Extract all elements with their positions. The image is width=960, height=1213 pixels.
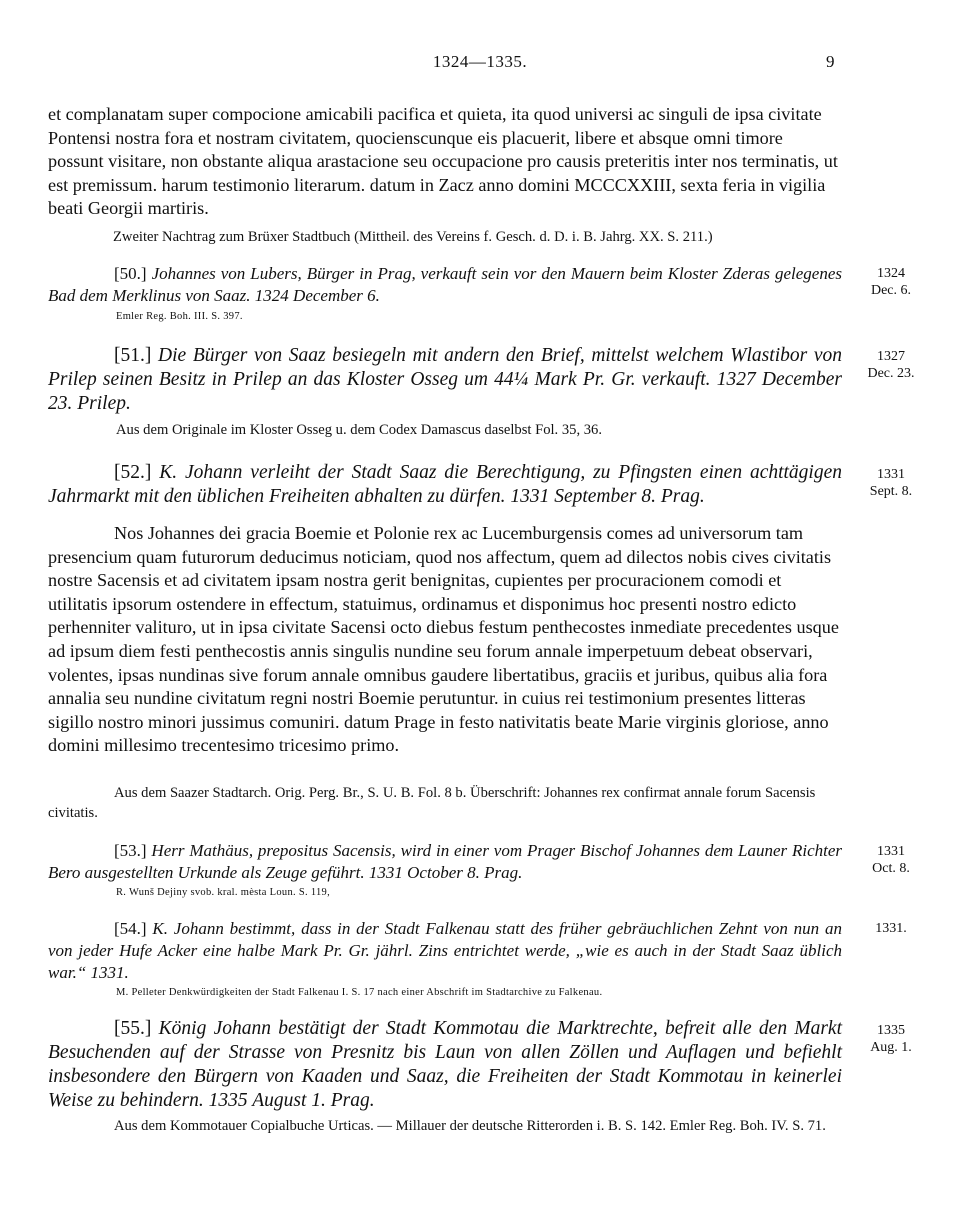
entry-52-source-block: [48, 783, 842, 823]
entry-52-body-block: [48, 522, 842, 758]
entry-55-number: [55.]: [114, 1018, 152, 1039]
entry-54-source: M. Pelleter Denkwürdigkeiten der Stadt Falkenau I. S. 17 nach einer Abschrift im Stadtarchive zu Falkenau.: [116, 987, 603, 998]
entry-51-year: 1327: [877, 349, 905, 364]
entry-50-date: Dec. 6.: [870, 283, 912, 298]
entry-50-title-text: Johannes von Lubers, Bürger in Prag, verkauft sein vor den Mauern beim Kloster Zderas gelegenes Bad dem Merklinus von Saaz. 1324 December 6.: [48, 264, 842, 305]
entry-54-margin-date: [856, 920, 926, 937]
running-header: 1324—1335.: [432, 52, 528, 71]
entry-53-source: R. Wunš Dejiny svob. kral. mèsta Loun. S. 119,: [116, 887, 331, 898]
entry-53-title: [48, 840, 842, 884]
entry-51-date: Dec. 23.: [867, 366, 915, 381]
entry-52-title-text: K. Johann verleiht der Stadt Saaz die Berechtigung, zu Pfingsten einen achttägigen Jahrmarkt mit den üblichen Freiheiten abhalten zu dürfen. 1331 September 8. Prag.: [48, 462, 843, 507]
page-number: 9: [826, 52, 835, 71]
entry-53: [48, 840, 842, 884]
entry-50-source: Emler Reg. Boh. III. S. 397.: [116, 311, 243, 322]
entry-51-source-block: [116, 420, 910, 440]
entry-51: [48, 344, 842, 416]
entry-55-title-text: König Johann bestätigt der Stadt Kommotau die Marktrechte, befreit alle den Markt Besuchenden auf der Strasse von Presnitz bis Laun von allen Zöllen und Auflagen und befiehlt insbesondere den Bürgern von Kaaden und Saaz, die Freiheiten der Stadt Kommotau in keinerlei Weise zu behindern. 1335 August 1. Prag.: [48, 1018, 842, 1111]
entry-55-year: 1335: [877, 1023, 905, 1038]
entry-52-year: 1331: [877, 467, 905, 482]
entry-53-year: 1331: [877, 844, 905, 859]
entry-51-title-text: Die Bürger von Saaz besiegeln mit andern den Brief, mittelst welchem Wlastibor von Prilep seinen Besitz in Prilep an das Kloster Osseg um 44¼ Mark Pr. Gr. verkauft. 1327 December 23. Prilep.: [48, 345, 842, 414]
entry-53-margin-date: [856, 843, 926, 877]
entry-52-title: [48, 461, 842, 509]
entry-55-date: Aug. 1.: [870, 1040, 912, 1055]
entry-54-title-text: K. Johann bestimmt, dass in der Stadt Falkenau statt des früher gebräuchlichen Zehnt von nun an von jeder Hufe Acker eine halbe Mark Pr. Gr. jährl. Zins entrichtet werde, „wie es auch in der Stadt Saaz üblich war.“ 1331.: [48, 919, 842, 982]
entry-50-margin-date: [856, 265, 926, 299]
entry-52-date: Sept. 8.: [869, 484, 913, 499]
entry-54-year: 1331.: [875, 921, 907, 936]
intro-text: et complanatam super compocione amicabili pacifica et quieta, ita quod universi ac singuli de ipsa civitate Pontensi nostra fora et nostram civitatem, quocienscunque eis placuerit, libere et absque omni timore possunt visitare, non obstante aliqua arastacione seu occupacione pro causis preteritis inter nos terminatis, ut est premissum. harum testimonio literarum. datum in Zacz anno domini MCCCXXIII, sexta feria in vigilia beati Georgii martiris.: [48, 104, 838, 219]
entry-51-number: [51.]: [114, 345, 152, 366]
entry-54-title: [48, 918, 842, 984]
entry-53-source-block: [116, 886, 910, 900]
intro-source: Zweiter Nachtrag zum Brüxer Stadtbuch (Mittheil. des Vereins f. Gesch. d. D. i. B. Jahrg. XX. S. 211.): [113, 229, 713, 245]
entry-52-body: Nos Johannes dei gracia Boemie et Polonie rex ac Lucemburgensis comes ad universorum tam presencium quam futurorum deducimus noticiam, quod nos affectum, quem ad dilectos nobis cives civitatis nostre Sacensis et ad civitatem ipsam nostra gerit benignitas, cupientes per procuracionem comodi et utilitatis ipsorum ostendere in effectum, statuimus, ordinamus et disponimus hoc presenti nostro edicto perhenniter valituro, ut in ipsa civitate Sacensi octo diebus festum penthecostes inmediate precedentes usque ad ipsum diem festi penthecostis annis singulis nundine seu forum annale imperpetuum debeat observari, volentes, ipsas nundinas sive forum annale omnibus gaudere libertatibus, graciis et juribus, quibus alia fora annalia seu nundine civitatum regni nostri Boemie perutuntur. in cuius rei testimonium presentes litteras sigillo nostro minori jussimus comuniri. datum Prage in festo nativitatis beate Marie virginis gloriose, anno domini millesimo trecentesimo tricesimo primo.: [48, 523, 839, 756]
entry-53-title-text: Herr Mathäus, prepositus Sacensis, wird in einer vom Prager Bischof Johannes dem Launer Richter Bero ausgestellten Urkunde als Zeuge geführt. 1331 October 8. Prag.: [48, 841, 842, 882]
entry-55: [48, 1017, 842, 1113]
entry-53-number: [53.]: [114, 841, 147, 860]
entry-54: [48, 918, 842, 984]
entry-51-margin-date: [856, 348, 926, 382]
entry-54-source-block: [116, 986, 910, 1000]
intro-block: [48, 103, 842, 221]
entry-55-title: [48, 1017, 842, 1113]
entry-50: [48, 263, 842, 307]
entry-53-date: Oct. 8.: [872, 861, 910, 876]
entry-50-number: [50.]: [114, 264, 147, 283]
entry-51-source: Aus dem Originale im Kloster Osseg u. dem Codex Damascus daselbst Fol. 35, 36.: [116, 422, 602, 438]
entry-51-title: [48, 344, 842, 416]
entry-52: [48, 461, 842, 509]
entry-52-margin-date: [856, 466, 926, 500]
entry-50-title: [48, 263, 842, 307]
entry-55-source: Aus dem Kommotauer Copialbuche Urticas. — Millauer der deutsche Ritterorden i. B. S. 142. Emler Reg. Boh. IV. S. 71.: [114, 1118, 826, 1134]
entry-52-number: [52.]: [114, 462, 152, 483]
entry-50-source-block: [116, 310, 910, 324]
entry-55-source-block: [48, 1116, 842, 1136]
entry-50-year: 1324: [877, 266, 905, 281]
entry-52-source: Aus dem Saazer Stadtarch. Orig. Perg. Br., S. U. B. Fol. 8 b. Überschrift: Johannes rex confirmat annale forum Sacensis civitatis.: [48, 785, 816, 821]
entry-54-number: [54.]: [114, 919, 147, 938]
intro-source-block: [113, 227, 853, 247]
entry-55-margin-date: [856, 1022, 926, 1056]
